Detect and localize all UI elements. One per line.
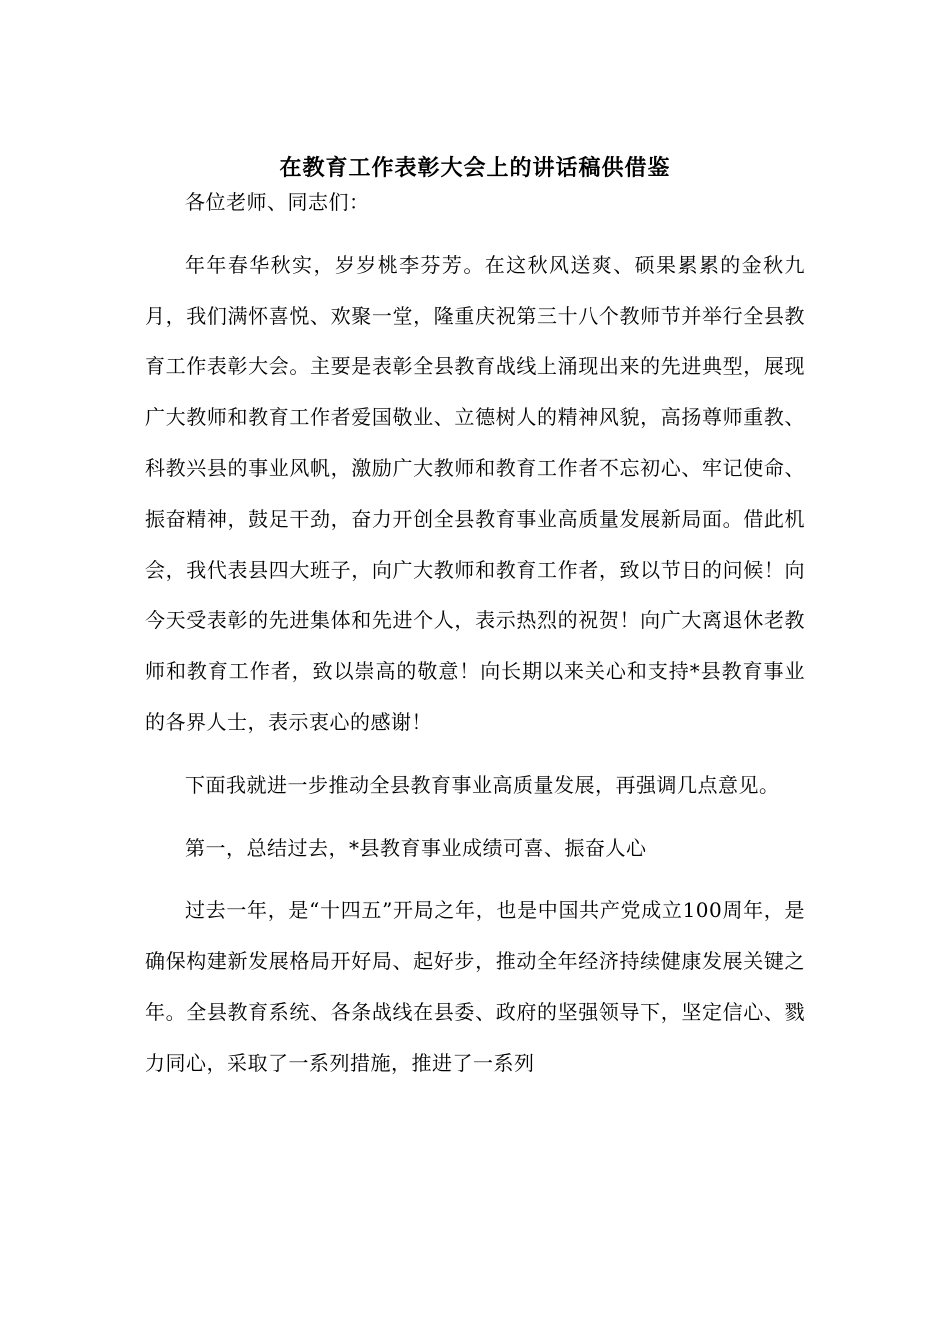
salutation: 各位老师、同志们： [185,190,370,214]
section-heading: 第一，总结过去，*县教育事业成绩可喜、振奋人心 [185,835,647,860]
paragraph-opening: 年年春华秋实，岁岁桃李芬芳。在这秋风送爽、硕果累累的金秋九月，我们满怀喜悦、欢聚一堂，隆重庆祝第三十八个教师节并举行全县教育工作表彰大会。主要是表彰全县教育战线上涌现出来的先进典型，展现广大教师和教育工作者爱国敬业、立德树人的精神风貌，高扬尊师重教、科教兴县的事业风帆，激励广大教师和教育工作者不忘初心、牢记使命、振奋精神，鼓足干劲，奋力开创全县教育事业高质量发展新局面。借此机会，我代表县四大班子，向广大教师和教育工作者，致以节日的问候！向今天受表彰的先进集体和先进个人，表示热烈的祝贺！向广大离退休老教师和教育工作者，致以崇高的敬意！向长期以来关心和支持*县教育事业的各界人士，表示衷心的感谢！ [145,252,805,734]
document-body [145,177,805,1089]
paragraph-review: 过去一年，是“十四五”开局之年，也是中国共产党成立100周年，是确保构建新发展格局开好局、起好步，推动全年经济持续健康发展关键之年。全县教育系统、各条战线在县委、政府的坚强领导下，坚定信心、戮力同心，采取了一系列措施，推进了一系列 [145,898,805,1075]
paragraph-transition: 下面我就进一步推动全县教育事业高质量发展，再强调几点意见。 [185,772,780,797]
document-title: 在教育工作表彰大会上的讲话稿供借鉴 [279,155,671,181]
